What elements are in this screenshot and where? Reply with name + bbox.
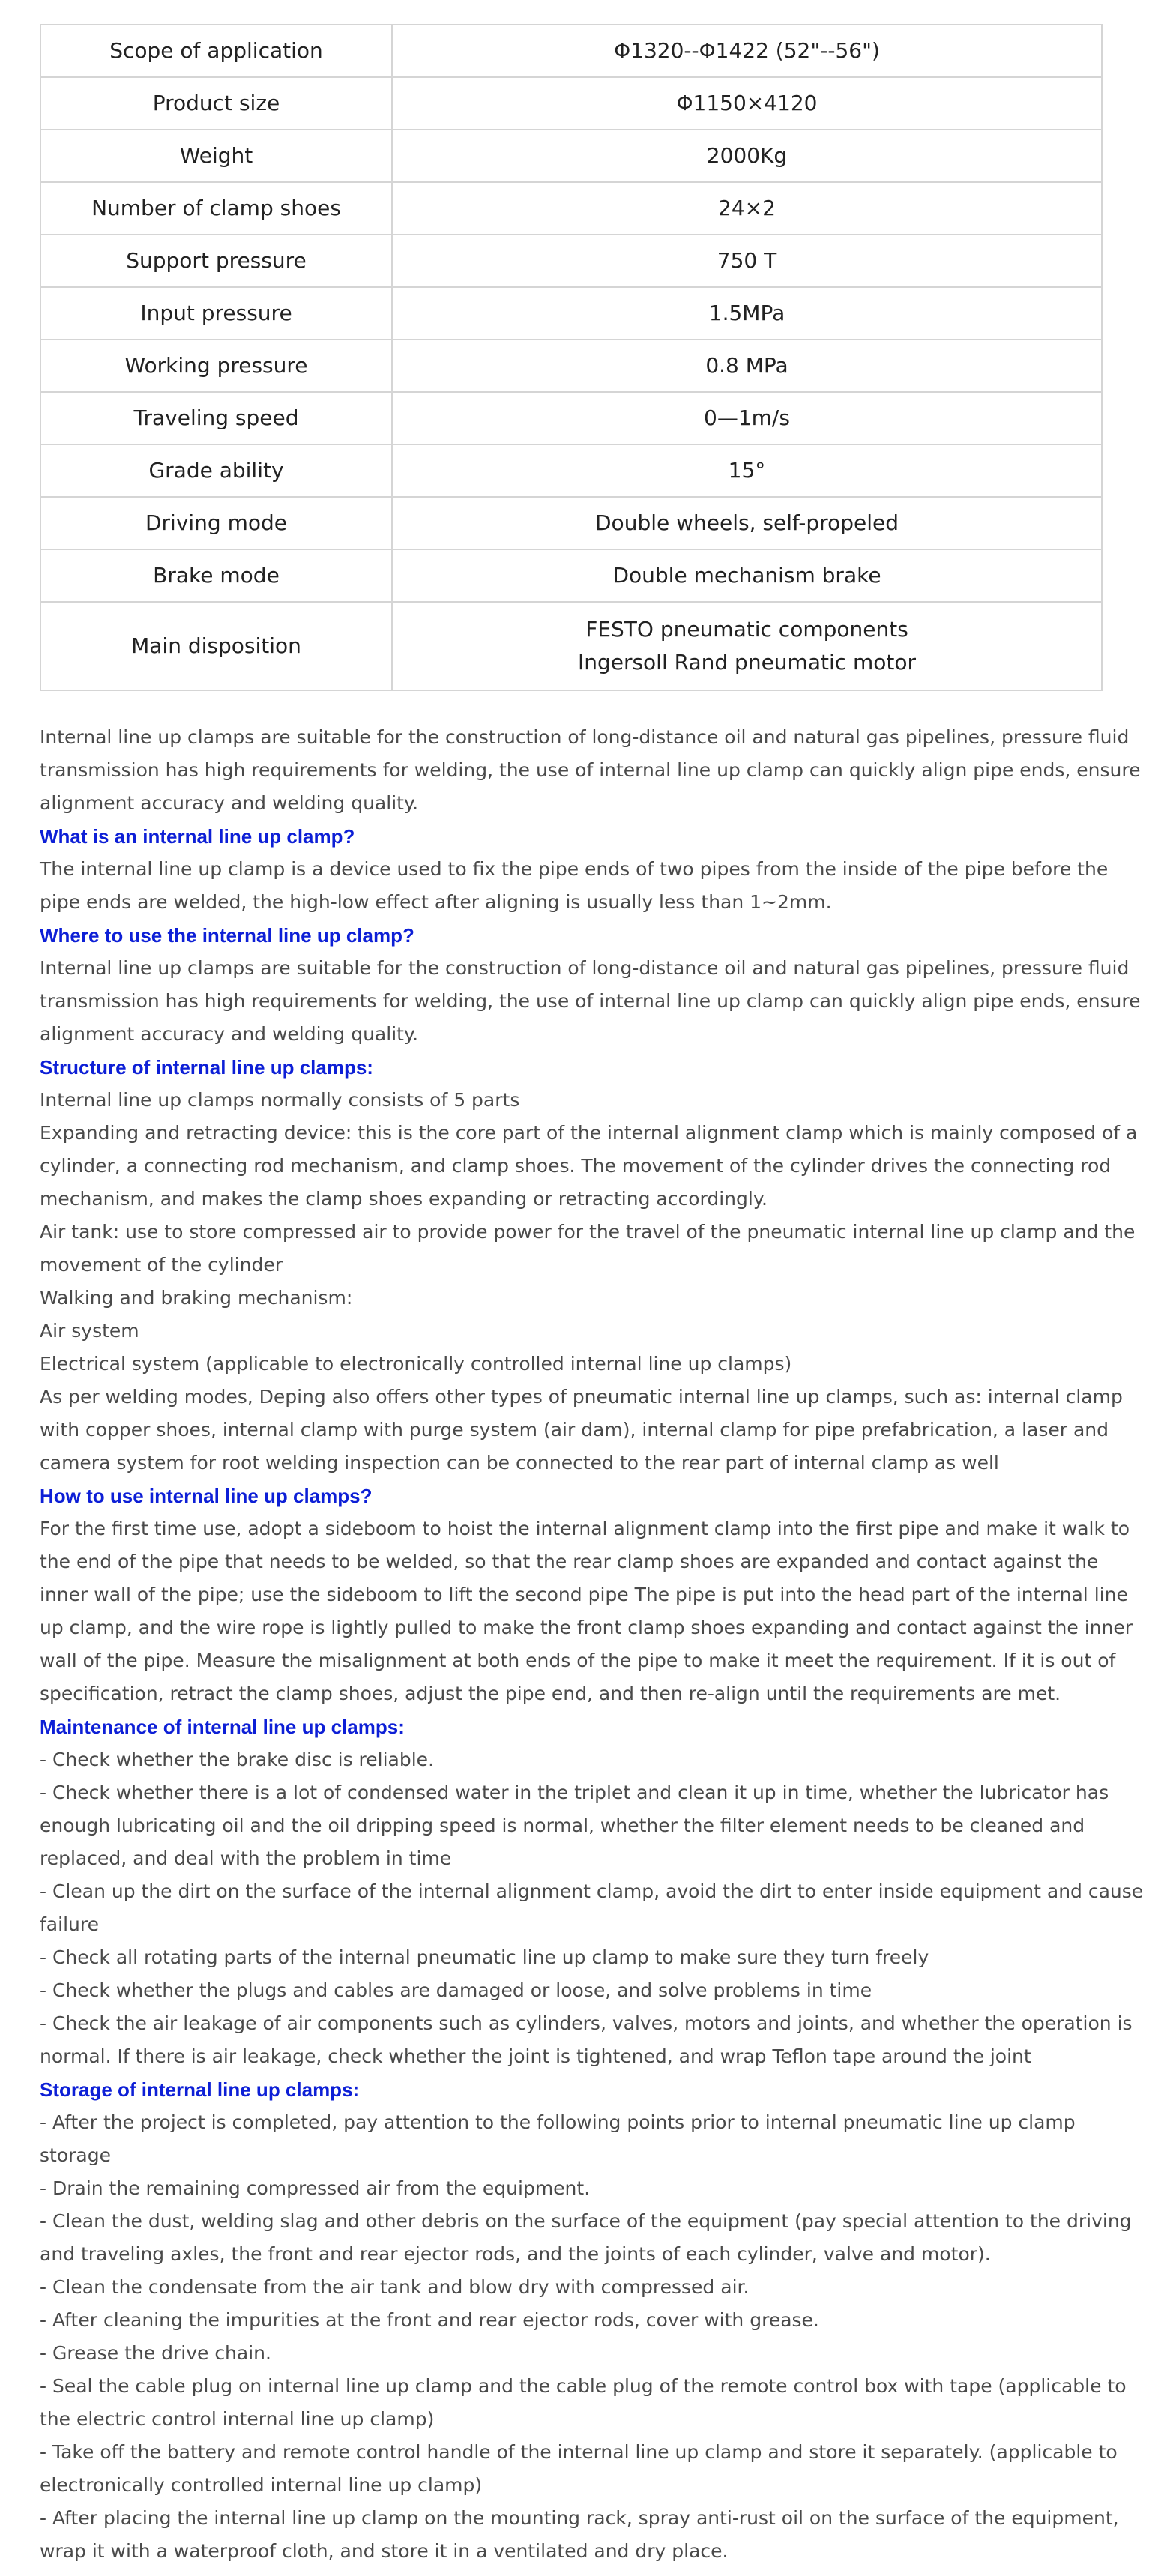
section-paragraph: - After cleaning the impurities at the front and rear ejector rods, cover with grease. <box>40 2309 819 2331</box>
spec-label: Product size <box>40 77 392 130</box>
spec-row <box>40 444 1102 497</box>
spec-label: Driving mode <box>40 497 392 549</box>
section-paragraph: The internal line up clamp is a device used to fix the pipe ends of two pipes from the inside of the pipe before the pipe ends are welded, the high-low effect after aligning is usually less than 1~2mm. <box>40 858 1109 913</box>
spec-value <box>392 444 1102 497</box>
spec-value <box>392 602 1102 690</box>
section-heading: Structure of internal line up clamps: <box>40 1056 373 1079</box>
section-paragraph: - Drain the remaining compressed air from the equipment. <box>40 2177 591 2199</box>
spec-value <box>392 287 1102 340</box>
section-paragraph: - Clean the condensate from the air tank and blow dry with compressed air. <box>40 2276 750 2298</box>
spec-value-line: 0.8 MPa <box>705 353 788 378</box>
spec-value-line: 750 T <box>717 248 777 273</box>
section-paragraph: - Check whether the brake disc is reliable. <box>40 1749 435 1770</box>
section-paragraph: Walking and braking mechanism: <box>40 1287 353 1309</box>
article-body <box>40 721 1145 2568</box>
spec-value <box>392 130 1102 182</box>
section-paragraph: - Check all rotating parts of the internal pneumatic line up clamp to make sure they turn freely <box>40 1946 929 1968</box>
section-paragraph: - Check whether there is a lot of condensed water in the triplet and clean it up in time, whether the lubricator has enough lubricating oil and the oil dripping speed is normal, whether the filter element needs to be cleaned and replaced, and deal with the problem in time <box>40 1782 1109 1869</box>
section-paragraph: - Clean up the dirt on the surface of the internal alignment clamp, avoid the dirt to enter inside equipment and cause failure <box>40 1880 1144 1935</box>
spec-row <box>40 235 1102 287</box>
section-paragraph: - Seal the cable plug on internal line up clamp and the cable plug of the remote control box with tape (applicable to the electric control internal line up clamp) <box>40 2375 1127 2430</box>
spec-row <box>40 25 1102 77</box>
spec-row <box>40 602 1102 690</box>
section-heading: What is an internal line up clamp? <box>40 825 355 848</box>
spec-value <box>392 182 1102 235</box>
page-content <box>40 24 1142 2568</box>
intro-paragraph: Internal line up clamps are suitable for the construction of long-distance oil and natural gas pipelines, pressure fluid transmission has high requirements for welding, the use of internal line up clamp can quickly align pipe ends, ensure alignment accuracy and welding quality. <box>40 726 1141 814</box>
spec-label: Input pressure <box>40 287 392 340</box>
spec-value <box>392 340 1102 392</box>
section-heading: Where to use the internal line up clamp? <box>40 924 414 947</box>
section-paragraph: Internal line up clamps normally consists of 5 parts <box>40 1089 520 1111</box>
spec-row <box>40 549 1102 602</box>
spec-value-line: Ingersoll Rand pneumatic motor <box>577 650 917 675</box>
spec-value <box>392 77 1102 130</box>
spec-table <box>40 24 1103 691</box>
spec-row <box>40 182 1102 235</box>
spec-value-line: 1.5MPa <box>708 301 785 325</box>
section-heading: Storage of internal line up clamps: <box>40 2078 360 2101</box>
spec-row <box>40 497 1102 549</box>
section-paragraph: - Check the air leakage of air components such as cylinders, valves, motors and joints, and whether the operation is normal. If there is air leakage, check whether the joint is tightened, and wrap Teflon tape around the joint <box>40 2012 1133 2067</box>
spec-value-line: 2000Kg <box>706 143 788 168</box>
section-paragraph: Air system <box>40 1320 139 1342</box>
spec-label: Working pressure <box>40 340 392 392</box>
spec-value <box>392 235 1102 287</box>
spec-label: Scope of application <box>40 25 392 77</box>
spec-label: Main disposition <box>40 602 392 690</box>
section-heading: Maintenance of internal line up clamps: <box>40 1716 405 1738</box>
spec-row <box>40 287 1102 340</box>
spec-row <box>40 77 1102 130</box>
spec-label: Traveling speed <box>40 392 392 444</box>
section-heading: How to use internal line up clamps? <box>40 1485 373 1507</box>
spec-value <box>392 497 1102 549</box>
section-paragraph: For the first time use, adopt a sideboom to hoist the internal alignment clamp into the first pipe and make it walk to the end of the pipe that needs to be welded, so that the rear clamp shoes are expanded and contact against the inner wall of the pipe; use the sideboom to lift the second pipe The pipe is put into the head part of the internal line up clamp, and the wire rope is lightly pulled to make the front clamp shoes expanding and contact against the inner wall of the pipe. Measure the misalignment at both ends of the pipe to make it meet the requirement. If it is out of specification, retract the clamp shoes, adjust the pipe end, and then re-align until the requirements are met. <box>40 1518 1133 1704</box>
section-paragraph: Internal line up clamps are suitable for the construction of long-distance oil and natural gas pipelines, pressure fluid transmission has high requirements for welding, the use of internal line up clamp can quickly align pipe ends, ensure alignment accuracy and welding quality. <box>40 957 1141 1045</box>
spec-value-line: Double wheels, self-propeled <box>595 510 899 535</box>
section-paragraph: - Take off the battery and remote control handle of the internal line up clamp and store it separately. (applicable to electronically controlled internal line up clamp) <box>40 2441 1118 2496</box>
spec-value-line: Double mechanism brake <box>612 563 881 588</box>
spec-label: Brake mode <box>40 549 392 602</box>
spec-value <box>392 25 1102 77</box>
section-paragraph: - Clean the dust, welding slag and other debris on the surface of the equipment (pay special attention to the driving and traveling axles, the front and rear ejector rods, and the joints of each cylinder, valve and motor). <box>40 2210 1132 2265</box>
spec-value-line: Φ1320--Φ1422 (52"--56") <box>614 38 880 63</box>
spec-table-body <box>40 25 1102 690</box>
section-paragraph: Expanding and retracting device: this is the core part of the internal alignment clamp which is mainly composed of a cylinder, a connecting rod mechanism, and clamp shoes. The movement of the cylinder drives the connecting rod mechanism, and makes the clamp shoes expanding or retracting accordingly. <box>40 1122 1138 1210</box>
spec-value <box>392 549 1102 602</box>
spec-value-line: 15° <box>728 458 766 483</box>
spec-row <box>40 340 1102 392</box>
spec-label: Number of clamp shoes <box>40 182 392 235</box>
section-paragraph: Electrical system (applicable to electronically controlled internal line up clamps) <box>40 1353 792 1375</box>
section-paragraph: - Grease the drive chain. <box>40 2342 271 2364</box>
spec-value-line: 24×2 <box>718 196 776 220</box>
section-paragraph: As per welding modes, Deping also offers other types of pneumatic internal line up clamps, such as: internal clamp with copper shoes, internal clamp with purge system (air dam), internal clamp for pipe prefabrication, a laser and camera system for root welding inspection can be connected to the rear part of internal clamp as well <box>40 1386 1123 1473</box>
spec-value-line: Φ1150×4120 <box>676 91 818 115</box>
spec-row <box>40 392 1102 444</box>
spec-value-line: 0—1m/s <box>704 405 790 430</box>
spec-value <box>392 392 1102 444</box>
spec-label: Support pressure <box>40 235 392 287</box>
spec-label: Weight <box>40 130 392 182</box>
spec-label: Grade ability <box>40 444 392 497</box>
spec-value-line: FESTO pneumatic components <box>585 617 908 642</box>
section-paragraph: - After placing the internal line up clamp on the mounting rack, spray anti-rust oil on the surface of the equipment, wrap it with a waterproof cloth, and store it in a ventilated and dry place. <box>40 2507 1119 2562</box>
section-paragraph: - After the project is completed, pay attention to the following points prior to internal pneumatic line up clamp storage <box>40 2111 1076 2166</box>
section-paragraph: - Check whether the plugs and cables are damaged or loose, and solve problems in time <box>40 1979 872 2001</box>
spec-row <box>40 130 1102 182</box>
section-paragraph: Air tank: use to store compressed air to provide power for the travel of the pneumatic internal line up clamp and the movement of the cylinder <box>40 1221 1136 1276</box>
